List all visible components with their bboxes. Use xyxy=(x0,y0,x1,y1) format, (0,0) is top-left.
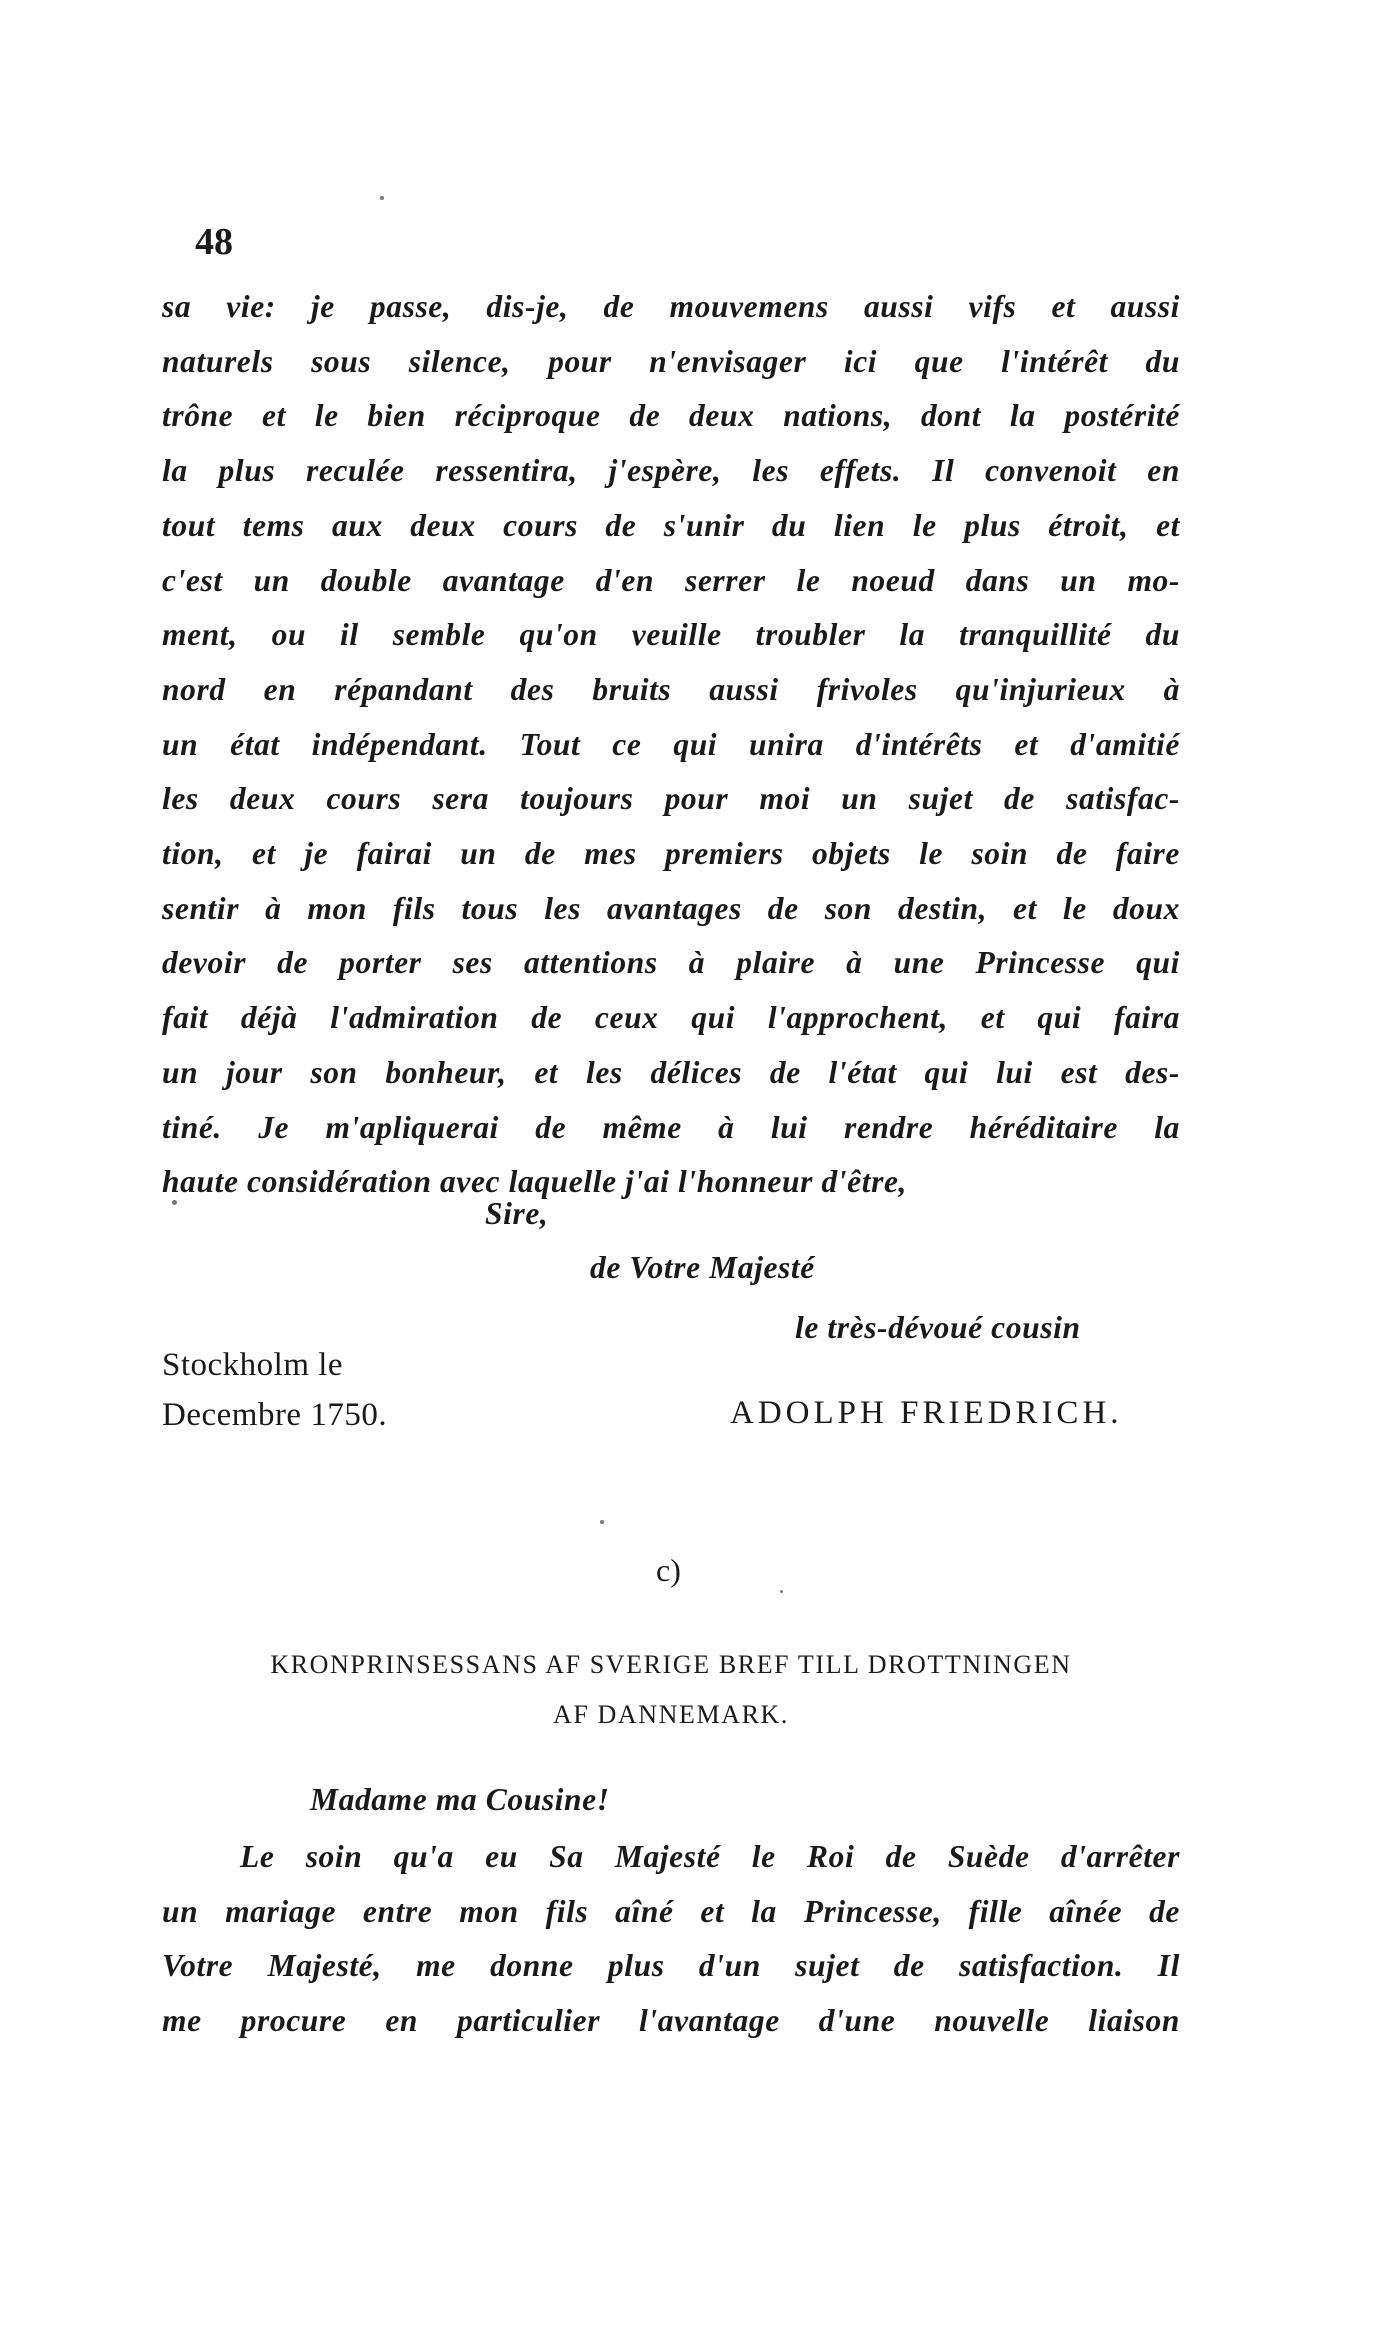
text-line: un mariage entre mon fils aîné et la Princesse, fille aînée de xyxy=(162,1893,1180,1929)
text-line: nord en répandant des bruits aussi frivoles qu'injurieux à xyxy=(162,671,1180,707)
signature: ADOLPH FRIEDRICH. xyxy=(730,1395,1123,1431)
text-line: tout tems aux deux cours de s'unir du lien le plus étroit, et xyxy=(162,507,1180,543)
text-line: un jour son bonheur, et les délices de l'état qui lui est des- xyxy=(162,1054,1180,1090)
scan-speck xyxy=(780,1590,783,1593)
text-line: tiné. Je m'apliquerai de même à lui rendre héréditaire la xyxy=(162,1109,1180,1145)
closing-sire: Sire, xyxy=(485,1196,549,1231)
scan-speck xyxy=(600,1520,604,1524)
section-heading xyxy=(162,1640,1180,1740)
text-line: tion, et je fairai un de mes premiers objets le soin de faire xyxy=(162,836,1180,872)
scan-speck xyxy=(172,1200,177,1205)
section-marker: c) xyxy=(656,1552,681,1588)
text-line: trône et le bien réciproque de deux nations, dont la postérité xyxy=(162,398,1180,434)
closing-cousin: le très-dévoué cousin xyxy=(795,1310,1081,1345)
text-line: sa vie: je passe, dis-je, de mouvemens aussi vifs et aussi xyxy=(162,289,1180,324)
text-line: fait déjà l'admiration de ceux qui l'approchent, et qui faira xyxy=(162,1000,1180,1036)
text-line: Le soin qu'a eu Sa Majesté le Roi de Suède d'arrêter xyxy=(240,1839,1180,1874)
text-line: un état indépendant. Tout ce qui unira d'intérêts et d'amitié xyxy=(162,726,1180,762)
heading-line: AF DANNEMARK. xyxy=(552,1700,790,1729)
letter-salutation: Madame ma Cousine! xyxy=(310,1782,610,1817)
text-line: la plus reculée ressentira, j'espère, les effets. Il convenoit en xyxy=(162,453,1180,489)
text-line: sentir à mon fils tous les avantages de son destin, et le doux xyxy=(162,890,1180,926)
page-number: 48 xyxy=(195,221,233,263)
text-line: devoir de porter ses attentions à plaire à une Princesse qui xyxy=(162,945,1180,981)
letter-body xyxy=(162,280,1180,1210)
scan-speck xyxy=(380,196,384,200)
text-line: Votre Majesté, me donne plus d'un sujet de satisfaction. Il xyxy=(162,1948,1180,1984)
heading-line: KRONPRINSESSANS AF SVERIGE BREF TILL DROTTNINGEN xyxy=(270,1650,1072,1679)
text-line: me procure en particulier l'avantage d'une nouvelle liaison xyxy=(162,2003,1180,2039)
closing-majeste: de Votre Majesté xyxy=(590,1250,815,1285)
text-line: haute considération avec laquelle j'ai l'honneur d'être, xyxy=(162,1164,907,1200)
place-line: Stockholm le xyxy=(162,1347,344,1383)
text-line: ment, ou il semble qu'on veuille troubler la tranquillité du xyxy=(162,617,1180,653)
text-line: c'est un double avantage d'en serrer le noeud dans un mo- xyxy=(162,562,1180,598)
letter-text xyxy=(162,1830,1180,2049)
text-line: les deux cours sera toujours pour moi un sujet de satisfac- xyxy=(162,781,1180,817)
date-line: Decembre 1750. xyxy=(162,1397,388,1433)
text-line: naturels sous silence, pour n'envisager ici que l'intérêt du xyxy=(162,343,1180,379)
place-date xyxy=(162,1340,387,1440)
